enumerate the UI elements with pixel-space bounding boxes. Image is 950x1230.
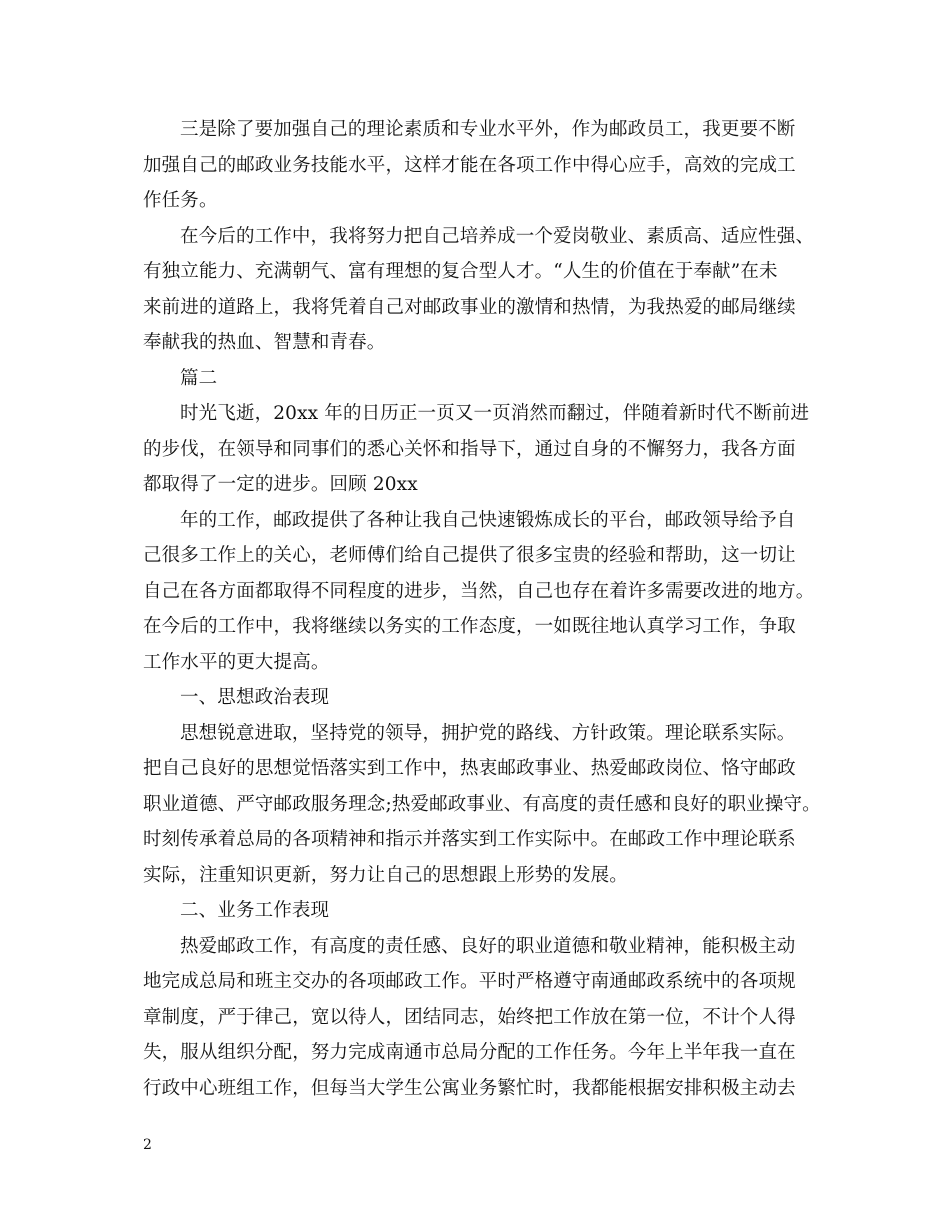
text-line: 工作水平的更大提高。 bbox=[143, 651, 330, 673]
text-line: 自己在各方面都取得不同程度的进步，当然，自己也存在着许多需要改进的地方。 bbox=[143, 580, 815, 602]
text-line: 己很多工作上的关心，老师傅们给自己提供了很多宝贵的经验和帮助，这一切让 bbox=[143, 545, 796, 566]
document-body bbox=[143, 112, 821, 1106]
text-line: 来前进的道路上，我将凭着自己对邮政事业的激情和热情，为我热爱的邮局继续 bbox=[143, 296, 796, 318]
section-heading: 二、业务工作表现 bbox=[180, 900, 330, 921]
text-line: 章制度，严于律己，宽以待人，团结同志，始终把工作放在第一位，不计个人得 bbox=[143, 1006, 796, 1028]
text-line: 时光飞逝，20xx 年的日历正一页又一页消然而翻过，伴随着新时代不断前进 bbox=[180, 403, 810, 424]
text-line: 把自己良好的思想觉悟落实到工作中，热衷邮政事业、热爱邮政岗位、恪守邮政 bbox=[143, 758, 796, 779]
text-line: 思想锐意进取，坚持党的领导，拥护党的路线、方针政策。理论联系实际。 bbox=[180, 722, 796, 744]
text-line: 都取得了一定的进步。回顾 20xx bbox=[143, 474, 418, 495]
text-line: 在今后的工作中，我将继续以务实的工作态度，一如既往地认真学习工作，争取 bbox=[143, 616, 796, 637]
text-line: 奉献我的热血、智慧和青春。 bbox=[143, 332, 386, 353]
text-line: 年的工作，邮政提供了各种让我自己快速锻炼成长的平台，邮政领导给予自 bbox=[180, 509, 796, 531]
text-line: 行政中心班组工作，但每当大学生公寓业务繁忙时，我都能根据安排积极主动去 bbox=[143, 1077, 796, 1099]
text-line: 实际，注重知识更新，努力让自己的思想跟上形势的发展。 bbox=[143, 864, 628, 886]
text-line: 加强自己的邮政业务技能水平，这样才能在各项工作中得心应手，高效的完成工 bbox=[143, 154, 796, 176]
text-line: 失，服从组织分配，努力完成南通市总局分配的工作任务。今年上半年我一直在 bbox=[143, 1042, 796, 1063]
section-heading: 一、思想政治表现 bbox=[180, 687, 330, 708]
text-line: 在今后的工作中，我将努力把自己培养成一个爱岗敬业、素质高、适应性强、 bbox=[180, 225, 815, 247]
text-line: 职业道德、严守邮政服务理念;热爱邮政事业、有高度的责任感和良好的职业操守。 bbox=[143, 793, 821, 815]
section-heading: 篇二 bbox=[180, 367, 218, 389]
page-number: 2 bbox=[143, 1137, 152, 1153]
text-line: 作任务。 bbox=[143, 190, 218, 211]
text-line: 地完成总局和班主交办的各项邮政工作。平时严格遵守南通邮政系统中的各项规 bbox=[143, 971, 796, 992]
text-line: 三是除了要加强自己的理论素质和专业水平外，作为邮政员工，我更要不断 bbox=[180, 119, 796, 140]
text-line: 热爱邮政工作，有高度的责任感、良好的职业道德和敬业精神，能积极主动 bbox=[180, 935, 796, 957]
text-line: 时刻传承着总局的各项精神和指示并落实到工作实际中。在邮政工作中理论联系 bbox=[143, 829, 796, 850]
text-line: 有独立能力、充满朝气、富有理想的复合型人才。“人生的价值在于奉献”在未 bbox=[143, 261, 778, 282]
text-line: 的步伐，在领导和同事们的悉心关怀和指导下，通过自身的不懈努力，我各方面 bbox=[143, 438, 796, 460]
